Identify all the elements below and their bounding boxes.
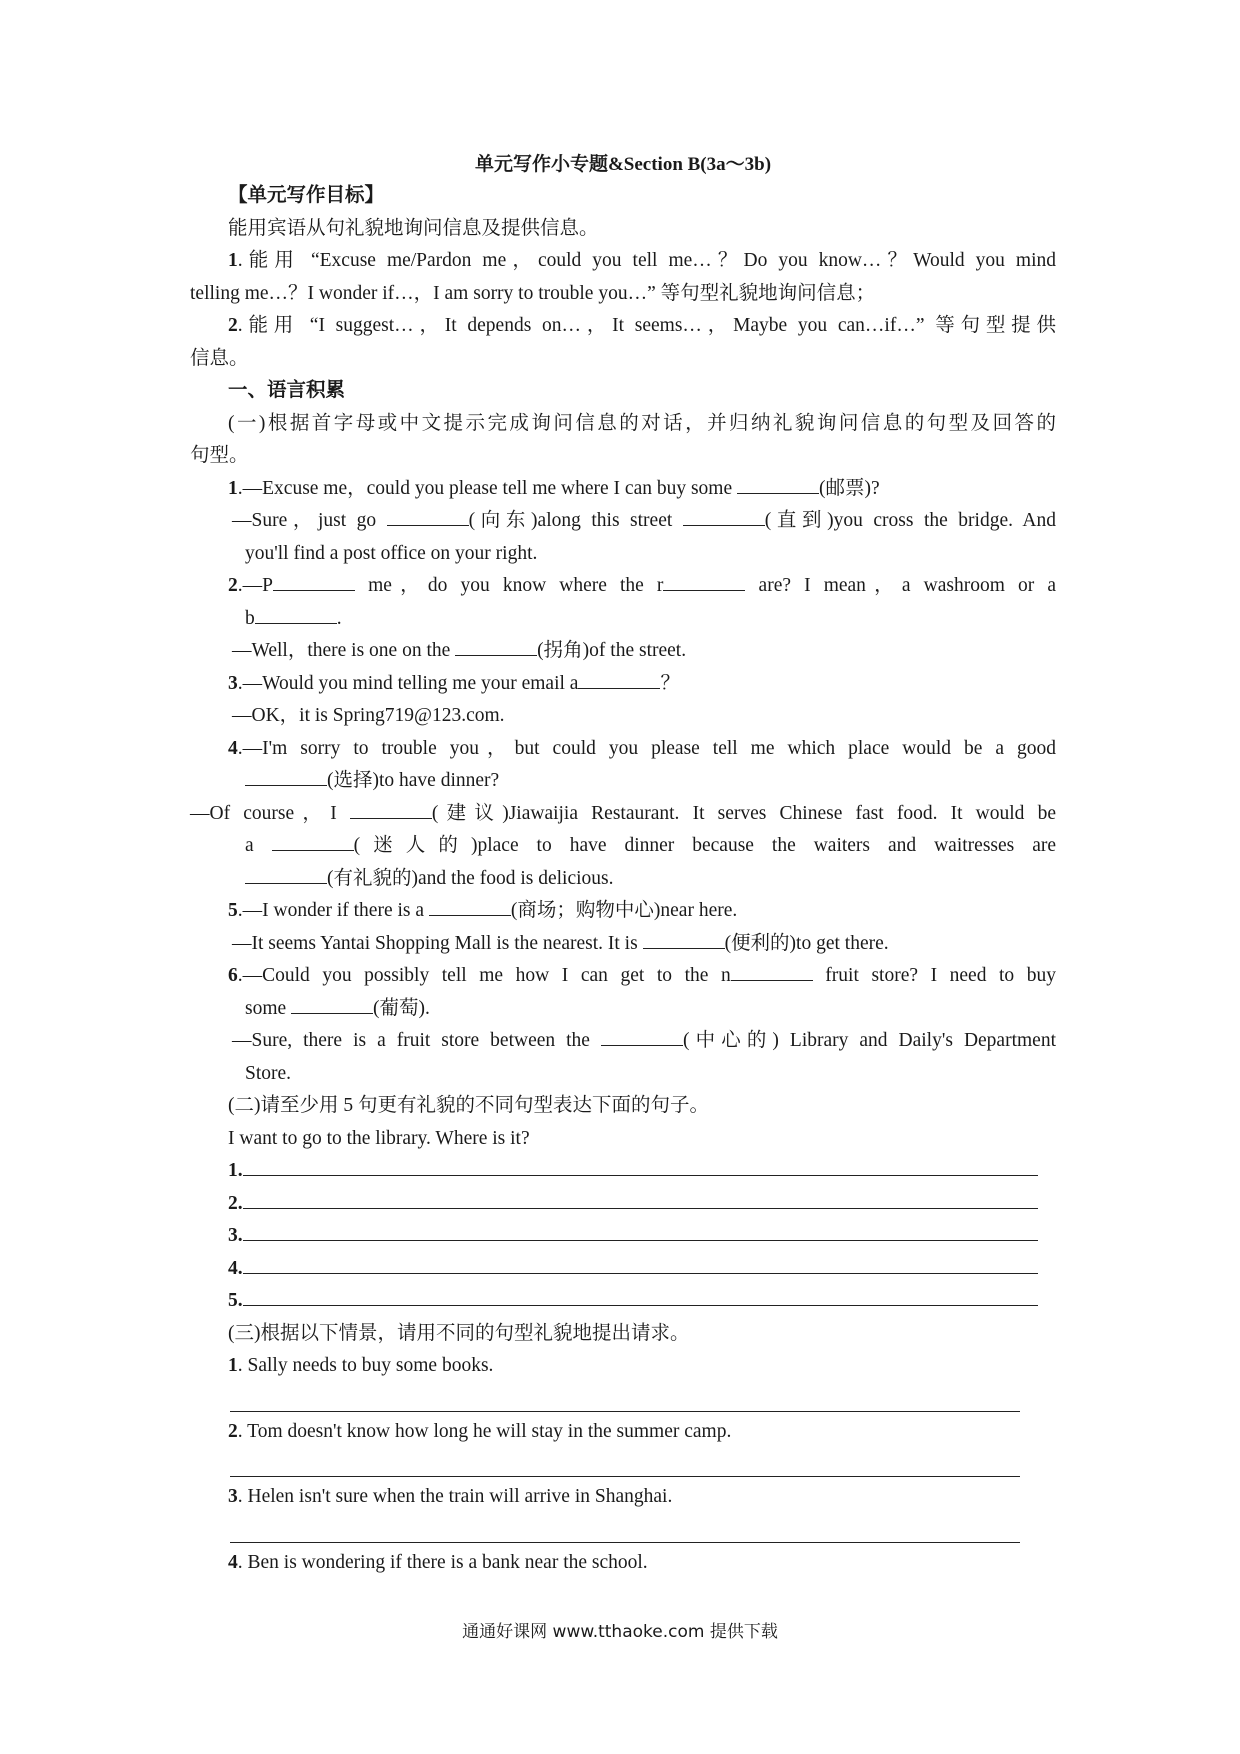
dialogue-text: (直到)you cross the bridge. And	[764, 510, 1056, 531]
dialogue-text: —It seems Yantai Shopping Mall is the nearest. It is	[232, 932, 643, 954]
part-1-instruction-line-2: 句型。	[190, 445, 249, 466]
question-4-line-4	[190, 830, 1056, 863]
goal-1-number: 1	[228, 250, 238, 271]
hint-text: (葡萄).	[373, 997, 430, 1019]
scenario-2	[190, 1416, 1056, 1449]
dialogue-text: ？	[660, 672, 680, 694]
hint-text: (便利的)to get there.	[724, 932, 889, 954]
hint-text: (拐角)of the street.	[537, 640, 687, 661]
dialogue-text: —Well，there is one on the	[232, 640, 456, 661]
dialogue-text: .	[336, 607, 342, 629]
hint-text: (中心的) Library and Daily's Department	[682, 1030, 1056, 1051]
goals-intro: 能用宾语从句礼貌地询问信息及提供信息。	[228, 217, 599, 239]
writing-line-3	[190, 1220, 1056, 1253]
dialogue-text: —Of course，I	[190, 802, 350, 824]
part-2-sentence: I want to go to the library. Where is it?	[228, 1127, 530, 1149]
dialogue-text: (迷人的)place to have dinner because the waiters and waitresses are	[353, 835, 1057, 856]
question-1-number: 1	[228, 477, 238, 499]
dialogue-text: —Sure, there is a fruit store between the	[232, 1030, 601, 1051]
scenario-3	[190, 1481, 1056, 1514]
question-1-line-1	[190, 473, 1056, 506]
writing-line-number: 1.	[228, 1160, 243, 1181]
scenario-number: 3	[228, 1486, 238, 1507]
question-4-line-1	[190, 733, 1056, 766]
answer-line[interactable]	[243, 1157, 1038, 1176]
writing-line-1	[190, 1155, 1056, 1188]
question-6-line-3	[190, 1025, 1056, 1058]
answer-blank[interactable]	[643, 930, 725, 949]
question-2-line-3	[190, 635, 1056, 668]
question-3-line-1	[190, 668, 1056, 701]
question-1-line-3: you'll find a post office on your right.	[245, 542, 538, 564]
dialogue-text: me，do you know where the r	[354, 575, 664, 596]
dialogue-text: some	[245, 997, 292, 1019]
question-4-number: 4	[228, 737, 238, 759]
answer-blank[interactable]	[350, 800, 432, 819]
part-3-instruction: (三)根据以下情景，请用不同的句型礼貌地提出请求。	[228, 1322, 690, 1344]
question-2-line-1	[190, 570, 1056, 603]
answer-blank[interactable]	[731, 962, 813, 981]
answer-blank[interactable]	[245, 767, 327, 786]
goal-1-line-1	[190, 245, 1056, 278]
scenario-3-answer-line[interactable]	[230, 1514, 1020, 1543]
dialogue-text: a	[245, 835, 272, 856]
question-4-line-3	[190, 798, 1056, 831]
answer-blank[interactable]	[663, 572, 745, 591]
question-4-line-5	[190, 863, 1056, 896]
writing-line-number: 2.	[228, 1192, 243, 1214]
answer-blank[interactable]	[273, 572, 355, 591]
goal-2-number: 2	[228, 315, 238, 336]
dialogue-text: .—I'm sorry to trouble you，but could you please tell me which place would be a good	[237, 737, 1056, 759]
question-2-line-2	[190, 603, 1056, 636]
dialogue-text: .—I wonder if there is a	[237, 900, 429, 921]
scenario-text: . Tom doesn't know how long he will stay in the summer camp.	[237, 1420, 732, 1442]
part-2-instruction: (二)请至少用 5 句更有礼貌的不同句型表达下面的句子。	[228, 1095, 709, 1116]
scenario-4	[190, 1547, 1056, 1580]
question-6-number: 6	[228, 965, 238, 986]
dialogue-text: (建议)Jiawaijia Restaurant. It serves Chinese fast food. It would be	[431, 802, 1056, 824]
dialogue-text: —Sure，just go	[232, 510, 387, 531]
answer-blank[interactable]	[578, 670, 660, 689]
question-3-line-2: —OK，it is Spring719@123.com.	[232, 705, 505, 726]
footer-watermark: 通通好课网 www.tthaoke.com 提供下载	[462, 1622, 778, 1642]
part-1-instruction-line-1: (一)根据首字母或中文提示完成询问信息的对话，并归纳礼貌询问信息的句型及回答的	[228, 412, 1056, 434]
question-6-line-1	[190, 960, 1056, 993]
dialogue-text: (向东)along this street	[468, 510, 683, 531]
question-5-line-1	[190, 895, 1056, 928]
writing-line-4	[190, 1253, 1056, 1286]
answer-blank[interactable]	[387, 507, 469, 526]
scenario-2-answer-line[interactable]	[230, 1448, 1020, 1477]
answer-blank[interactable]	[455, 637, 537, 656]
scenario-number: 1	[228, 1355, 238, 1376]
dialogue-text: b	[245, 607, 255, 629]
goals-header: 【单元写作目标】	[228, 185, 385, 206]
goal-2-line-1	[190, 310, 1056, 343]
scenario-1	[190, 1350, 1056, 1383]
answer-blank[interactable]	[429, 897, 511, 916]
scenario-text: . Sally needs to buy some books.	[237, 1355, 494, 1376]
answer-blank[interactable]	[272, 832, 354, 851]
hint-text: (邮票)?	[819, 477, 880, 499]
page-title: 单元写作小专题&Section B(3a～3b)	[474, 154, 772, 175]
answer-line[interactable]	[243, 1222, 1038, 1241]
writing-line-5	[190, 1285, 1056, 1318]
dialogue-text: are? I mean，a washroom or a	[745, 575, 1056, 596]
answer-blank[interactable]	[601, 1027, 683, 1046]
answer-blank[interactable]	[683, 507, 765, 526]
answer-blank[interactable]	[291, 995, 373, 1014]
hint-text: (选择)to have dinner?	[327, 770, 500, 791]
goal-1-line-2: telling me…？I wonder if…，I am sorry to trouble you…” 等句型礼貌地询问信息；	[190, 282, 876, 304]
goal-1-text: .能用 “Excuse me/Pardon me，could you tell me…？Do you know…？Would you mind	[237, 250, 1056, 271]
scenario-number: 4	[228, 1551, 238, 1573]
scenario-text: . Ben is wondering if there is a bank near the school.	[237, 1551, 648, 1573]
writing-line-number: 5.	[228, 1290, 243, 1311]
scenario-1-answer-line[interactable]	[230, 1383, 1020, 1412]
question-6-line-4: Store.	[245, 1062, 292, 1084]
answer-line[interactable]	[243, 1255, 1038, 1274]
dialogue-text: .—Would you mind telling me your email a	[237, 672, 579, 694]
scenario-text: . Helen isn't sure when the train will arrive in Shanghai.	[237, 1486, 673, 1507]
answer-blank[interactable]	[737, 475, 819, 494]
question-5-line-2	[190, 928, 1056, 961]
goal-2-text: .能用 “I suggest…，It depends on…，It seems…，Maybe you can…if…” 等句型提供	[237, 315, 1056, 336]
answer-line[interactable]	[243, 1287, 1038, 1306]
question-6-line-2	[190, 993, 1056, 1026]
goal-2-line-2: 信息。	[190, 347, 249, 369]
question-4-line-2	[190, 765, 1056, 798]
scenario-number: 2	[228, 1420, 238, 1442]
writing-line-number: 4.	[228, 1257, 243, 1279]
worksheet-content	[190, 150, 1056, 1579]
hint-text: (商场；购物中心)near here.	[510, 900, 738, 921]
section-1-header: 一、语言积累	[228, 380, 346, 401]
writing-line-number: 3.	[228, 1225, 243, 1246]
dialogue-text: fruit store? I need to buy	[812, 965, 1056, 986]
question-5-number: 5	[228, 900, 238, 921]
writing-line-2	[190, 1188, 1056, 1221]
question-1-line-2	[190, 505, 1056, 538]
hint-text: (有礼貌的)and the food is delicious.	[327, 867, 614, 889]
dialogue-text: .—P	[237, 575, 273, 596]
question-1-text: .—Excuse me，could you please tell me where I can buy some	[237, 477, 738, 499]
answer-blank[interactable]	[255, 605, 337, 624]
question-3-number: 3	[228, 672, 238, 694]
answer-blank[interactable]	[245, 865, 327, 884]
question-2-number: 2	[228, 575, 238, 596]
dialogue-text: .—Could you possibly tell me how I can get to the n	[237, 965, 731, 986]
answer-line[interactable]	[243, 1190, 1038, 1209]
